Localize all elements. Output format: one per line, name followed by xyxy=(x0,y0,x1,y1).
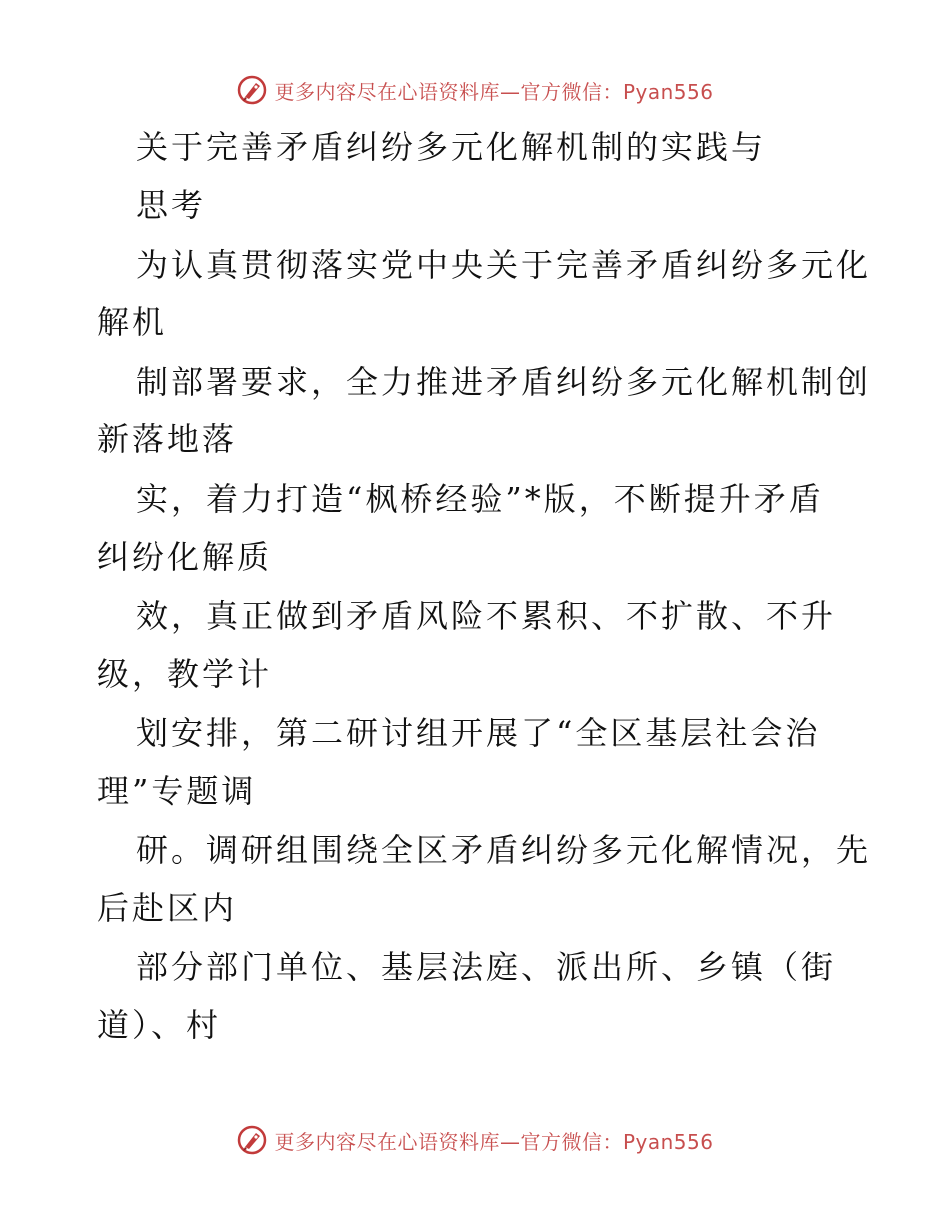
text-line: 道）、村 xyxy=(97,1006,222,1044)
text-line: 关于完善矛盾纠纷多元化解机制的实践与 xyxy=(136,128,767,166)
text-line: 后赴区内 xyxy=(97,889,238,927)
text-line: 纠纷化解质 xyxy=(97,538,273,576)
text-line: 思考 xyxy=(136,186,207,224)
footer-watermark xyxy=(0,1122,950,1158)
text-line: 解机 xyxy=(97,303,168,341)
watermark-text: 更多内容尽在心语资料库—官方微信：Pyan556 xyxy=(274,79,714,104)
watermark-text: 更多内容尽在心语资料库—官方微信：Pyan556 xyxy=(274,1129,714,1154)
text-line: 级，教学计 xyxy=(97,655,273,693)
text-line: 实，着力打造“枫桥经验”*版，不断提升矛盾 xyxy=(136,480,824,518)
text-line: 部分部门单位、基层法庭、派出所、乡镇（街 xyxy=(136,948,837,986)
text-line: 制部署要求，全力推进矛盾纠纷多元化解机制创 xyxy=(136,363,872,401)
text-line: 理”专题调 xyxy=(97,772,257,810)
text-line: 效，真正做到矛盾风险不累积、不扩散、不升 xyxy=(136,597,837,635)
text-line: 研。调研组围绕全区矛盾纠纷多元化解情况，先 xyxy=(136,831,872,869)
pen-nib-logo-icon xyxy=(236,1124,268,1156)
text-line: 新落地落 xyxy=(97,420,238,458)
text-line: 为认真贯彻落实党中央关于完善矛盾纠纷多元化 xyxy=(136,246,872,284)
text-line: 划安排，第二研讨组开展了“全区基层社会治 xyxy=(136,714,821,752)
